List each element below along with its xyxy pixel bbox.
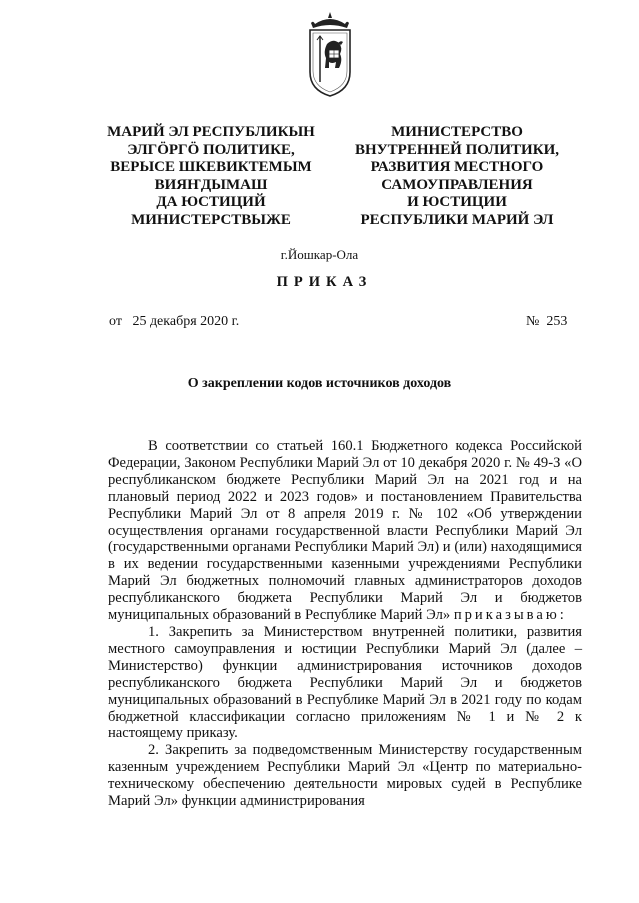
order-body	[108, 438, 582, 810]
document-type-title: ПРИКАЗ	[276, 274, 373, 290]
date-value: 25 декабря 2020 г.	[132, 314, 240, 329]
header-left-line: ДА ЮСТИЦИЙ	[156, 194, 266, 211]
header-right-line: МИНИСТЕРСТВО	[391, 124, 523, 140]
header-right-line: САМОУПРАВЛЕНИЯ	[381, 176, 533, 193]
paragraph-item-1: 1. Закрепить за Министерством внутренней политики, развития местного самоуправления и юстиции Республики Марий Эл (далее – Министерство) функции администрирования источников доходов республиканского бюджета Республики Марий Эл и бюджетов муниципальных образований в Республике Марий Эл в 2021 году по кодам бюджетной классификации согласно приложениям № 1 и № 2 к настоящему приказу.	[108, 623, 582, 742]
city-name: г.Йошкар-Ола	[280, 247, 359, 262]
header-right-line: РАЗВИТИЯ МЕСТНОГО	[370, 159, 544, 176]
paragraph-preamble	[108, 438, 582, 624]
header-left-line: МИНИСТЕРСТВЫЖЕ	[131, 211, 291, 228]
header-right-line: РЕСПУБЛИКИ МАРИЙ ЭЛ	[360, 211, 554, 228]
number-value: 253	[546, 314, 568, 329]
header-left-line: ЭЛГӦРГӦ ПОЛИТИКЕ,	[127, 141, 295, 158]
paragraph-item-2: 2. Закрепить за подведомственным Министерству государственным казенным учреждением Республики Марий Эл «Центр по материально-техническому обеспечению деятельности мировых судей в Республике Марий Эл» функции администрирования	[108, 742, 582, 810]
header-russian-name	[346, 124, 568, 230]
date-prefix: от	[109, 314, 122, 329]
order-verb: приказываю:	[453, 607, 567, 624]
header-mari-name	[96, 124, 326, 230]
preamble-text: В соответствии со статьей 160.1 Бюджетного кодекса Российской Федерации, Законом Республики Марий Эл от 10 декабря 2020 г. № 49-З «О республиканском бюджете Республики Марий Эл на 2021 год и на плановый период 2022 и 2023 годов» и постановлением Правительства Республики Марий Эл от 8 апреля 2019 г. № 102 «Об утверждении осуществления органами государственной власти Республики Марий Эл (государственными органами Республики Марий Эл) и (или) находящимися в их ведении государственными казенными учреждениями Республики Марий Эл бюджетных полномочий главных администраторов доходов республиканского бюджета Республики Марий Эл и бюджетов муниципальных образований в Республике Марий Эл»	[108, 438, 582, 624]
header-left-line: ВИЯҤДЫМАШ	[154, 176, 268, 193]
coat-of-arms-emblem	[305, 10, 355, 98]
number-label: №	[526, 314, 540, 329]
header-left-line: ВЕРЫСЕ ШКЕВИКТЕМЫМ	[110, 159, 312, 176]
order-subject: О закреплении кодов источников доходов	[187, 376, 452, 391]
header-right-line: И ЮСТИЦИИ	[407, 194, 507, 211]
order-date	[109, 314, 239, 330]
order-number	[526, 314, 567, 330]
header-right-line: ВНУТРЕННЕЙ ПОЛИТИКИ,	[354, 141, 559, 158]
header-left-line: МАРИЙ ЭЛ РЕСПУБЛИКЫН	[107, 124, 315, 140]
